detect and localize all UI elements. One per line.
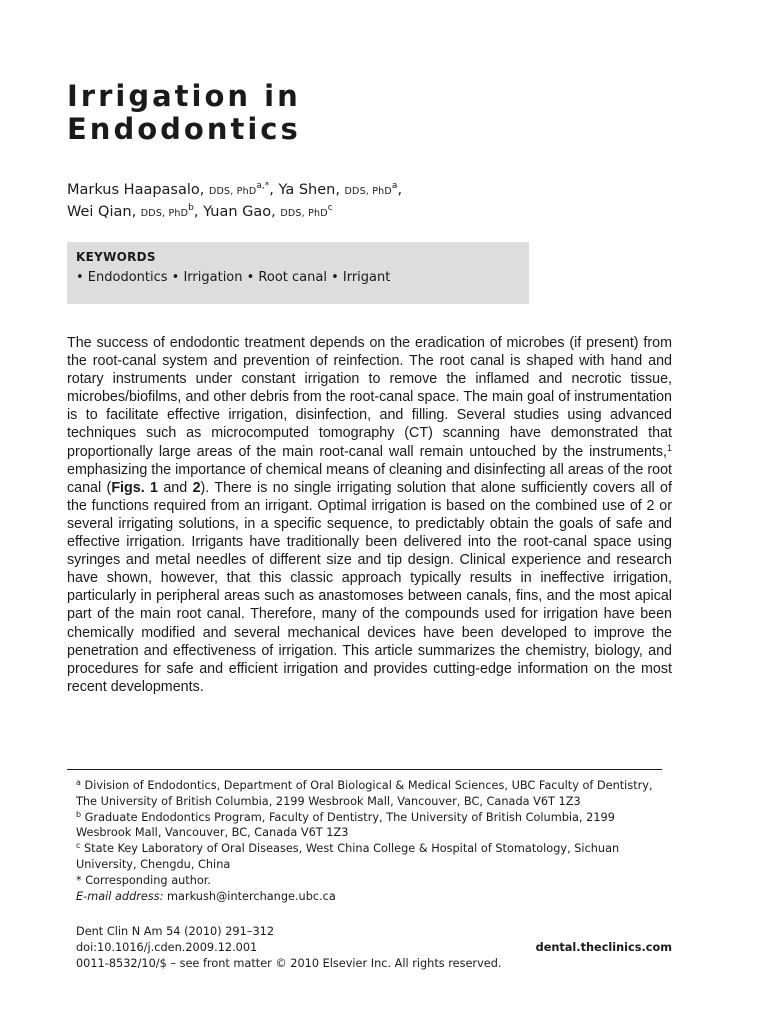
- email-label: E-mail address:: [76, 889, 164, 903]
- author-name: , Ya Shen,: [269, 182, 340, 198]
- author-separator: ,: [397, 182, 403, 198]
- author-affiliation-mark[interactable]: a: [391, 181, 398, 191]
- author-name: Wei Qian,: [67, 204, 137, 220]
- author-credentials: DDS, PhD: [344, 186, 392, 197]
- affiliation-text: Division of Endodontics, Department of Oral Biological & Medical Sciences, UBC Faculty of Dentistry, The University of British Columbia, 2199 Wesbrook Mall, Vancouver, BC, Canada V6T 1Z3: [76, 779, 653, 808]
- figure-link-2[interactable]: 2: [192, 479, 201, 496]
- journal-citation: Dent Clin N Am 54 (2010) 291–312: [76, 925, 275, 938]
- author-line-2: [67, 202, 687, 224]
- affiliation-text: Graduate Endodontics Program, Faculty of Dentistry, The University of British Columbia, 2199 Wesbrook Mall, Vancouver, BC, Canada V6T 1Z3: [76, 810, 615, 840]
- affiliation-c: [76, 841, 662, 873]
- body-text-and: and: [157, 479, 193, 496]
- body-text-part-1: The success of endodontic treatment depends on the eradication of microbes (if present) from the root-canal system and prevention of reinfection. The root canal is shaped with hand and rotary instruments under constant irrigation to remove the inflamed and necrotic tissue, microbes/biofilms, and other debris from the root-canal space. The main goal of instrumentation is to facilitate effective irrigation, disinfection, and filling. Several studies using advanced techniques such as microcomputed tomography (CT) scanning have demonstrated that proportionally large areas of the main root-canal wall remain untouched by the instruments,: [67, 335, 672, 460]
- author-credentials: DDS, PhD: [140, 208, 189, 219]
- keywords-list: • Endodontics • Irrigation • Root canal • Irrigant: [76, 270, 391, 285]
- email-line: [76, 889, 662, 905]
- affiliation-mark: b: [76, 809, 82, 819]
- reference-link[interactable]: 1: [666, 442, 672, 453]
- keywords-heading: KEYWORDS: [76, 250, 156, 264]
- corresponding-author-note: * Corresponding author.: [76, 873, 211, 887]
- body-text-part-2: emphasizing the importance of chemical means of cleaning and disinfecting all areas of the root canal (: [67, 461, 672, 496]
- affiliation-footnotes: [76, 778, 662, 904]
- copyright-line: 0011-8532/10/$ – see front matter © 2010 Elsevier Inc. All rights reserved.: [76, 956, 502, 970]
- author-affiliation-mark[interactable]: c: [327, 203, 333, 213]
- article-title: [67, 80, 301, 146]
- publication-footer: [76, 924, 672, 971]
- affiliation-a: [76, 778, 662, 810]
- abstract-paragraph: [67, 334, 672, 696]
- author-affiliation-mark[interactable]: b: [188, 203, 194, 213]
- author-credentials: DDS, PhD: [280, 208, 328, 219]
- author-name: , Yuan Gao,: [193, 204, 276, 220]
- affiliation-text: State Key Laboratory of Oral Diseases, West China College & Hospital of Stomatology, Sichuan University, Chengdu, China: [76, 842, 620, 871]
- title-line-1: Irrigation in: [67, 79, 301, 113]
- keywords-box: [67, 242, 529, 304]
- author-list: [67, 180, 687, 224]
- author-name: Markus Haapasalo,: [67, 182, 205, 198]
- author-affiliation-mark[interactable]: a,*: [256, 181, 270, 191]
- footnote-divider: [67, 769, 662, 770]
- body-text-part-3: ). There is no single irrigating solution that alone sufficiently covers all of the functions required from an irrigant. Optimal irrigation is based on the combined use of 2 or several irrigating solutions, in a specific sequence, to predictably obtain the goals of safe and effective irrigation. Irrigants have traditionally been delivered into the root-canal space using syringes and metal needles of different size and tip design. Clinical experience and research have shown, however, that this classic approach typically results in ineffective irrigation, particularly in peripheral areas such as anastomoses between canals, fins, and the most apical part of the main root canal. Therefore, many of the compounds used for irrigation have been chemically modified and several mechanical devices have been developed to improve the penetration and effectiveness of irrigation. This article summarizes the chemistry, biology, and procedures for safe and efficient irrigation and provides cutting-edge information on the most recent developments.: [67, 479, 672, 695]
- email-link[interactable]: markush@interchange.ubc.ca: [163, 889, 336, 903]
- figure-link-1[interactable]: Figs. 1: [111, 479, 158, 496]
- journal-site-link[interactable]: dental.theclinics.com: [535, 940, 672, 954]
- title-line-2: Endodontics: [67, 112, 301, 146]
- affiliation-mark: a: [76, 778, 81, 787]
- affiliation-mark: c: [76, 841, 81, 851]
- affiliation-b: [76, 810, 662, 842]
- doi-link[interactable]: doi:10.1016/j.cden.2009.12.001: [76, 940, 258, 954]
- author-credentials: DDS, PhD: [208, 186, 257, 197]
- author-line-1: [67, 180, 687, 202]
